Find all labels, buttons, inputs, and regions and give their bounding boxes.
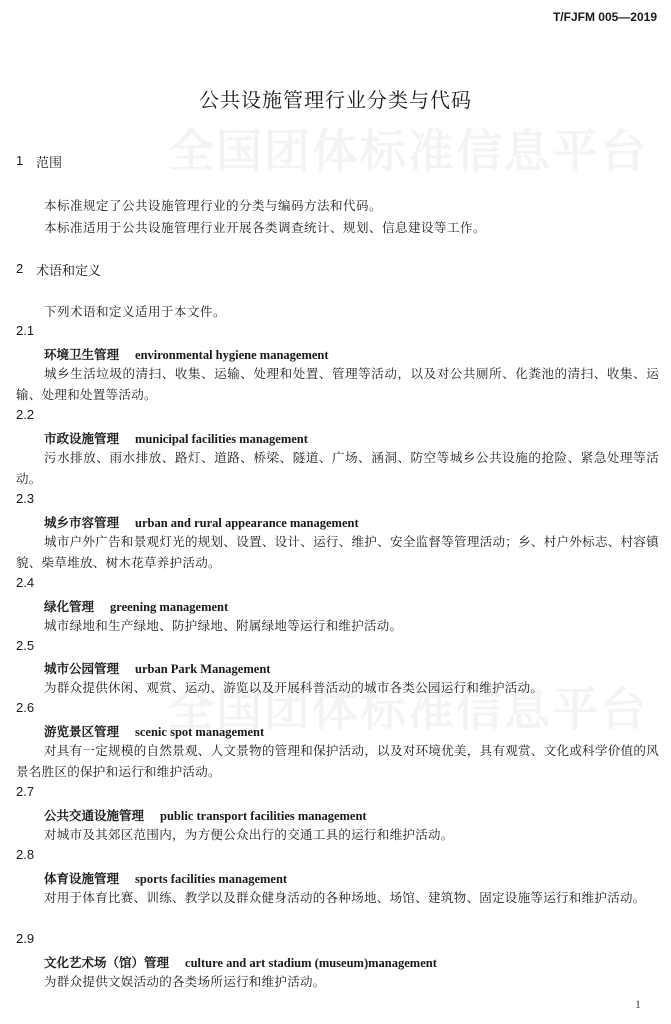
term-zh: 市政设施管理 [44,431,120,446]
paragraph: 下列术语和定义适用于本文件。 [44,304,227,319]
term-definition: 城市绿地和生产绿地、防护绿地、附属绿地等运行和维护活动。 [44,618,403,633]
term-en: municipal facilities management [135,432,308,446]
term-number: 2.4 [16,575,35,590]
section-title: 术语和定义 [36,264,102,279]
term-definition: 对具有一定规模的自然景观、人文景物的管理和保护活动，以及对环境优美，具有观赏、文化或科学价值的风景名胜区的保护和运行和维护活动。 [16,743,659,779]
term-zh: 绿化管理 [44,599,95,614]
term-number: 2.1 [16,323,35,338]
term-en: urban and rural appearance management [135,516,359,530]
page-number: 1 [635,997,641,1011]
term-heading [44,659,270,677]
section-number: 2 [16,261,24,276]
section-number: 1 [16,153,24,168]
term-en: public transport facilities management [160,809,367,823]
standard-code: T/FJFM 005—2019 [552,10,657,24]
term-definition: 对城市及其郊区范围内，为方便公众出行的交通工具的运行和维护活动。 [44,827,454,842]
document-title: 公共设施管理行业分类与代码 [199,88,472,112]
section-title: 范围 [36,156,63,171]
term-number: 2.7 [16,784,35,799]
term-zh: 游览景区管理 [44,724,120,739]
term-en: greening management [110,600,229,614]
term-definition: 城市户外广告和景观灯光的规划、设置、设计、运行、维护、安全监督等管理活动；乡、村户外标志、村容镇貌、柴草堆放、树木花草养护活动。 [16,534,659,570]
term-number: 2.8 [16,847,35,862]
term-definition: 城乡生活垃圾的清扫、收集、运输、处理和处置、管理等活动，以及对公共厕所、化粪池的清扫、收集、运输、处理和处置等活动。 [16,366,659,402]
term-en: urban Park Management [135,662,271,676]
term-heading [44,345,329,363]
term-heading [44,597,228,615]
term-number: 2.9 [16,931,35,946]
term-heading [44,869,287,887]
term-definition: 为群众提供休闲、观赏、运动、游览以及开展科普活动的城市各类公园运行和维护活动。 [44,680,544,695]
term-zh: 环境卫生管理 [44,347,120,362]
term-zh: 城市公园管理 [44,661,120,676]
term-definition: 污水排放、雨水排放、路灯、道路、桥梁、隧道、广场、涵洞、防空等城乡公共设施的抢险、紧急处理等活动。 [16,450,659,486]
term-definition: 对用于体育比赛、训练、教学以及群众健身活动的各种场地、场馆、建筑物、固定设施等运行和维护活动。 [44,890,646,905]
term-definition: 为群众提供文娱活动的各类场所运行和维护活动。 [44,974,326,989]
term-en: scenic spot management [135,725,265,739]
term-zh: 体育设施管理 [44,871,120,886]
paragraph: 本标准规定了公共设施管理行业的分类与编码方法和代码。 [44,198,383,213]
term-heading [44,722,264,740]
term-zh: 城乡市容管理 [44,515,120,530]
term-number: 2.3 [16,491,35,506]
term-en: sports facilities management [135,872,288,886]
term-en: culture and art stadium (museum)management [185,956,437,970]
term-heading [44,429,308,447]
term-zh: 公共交通设施管理 [44,808,145,823]
term-number: 2.5 [16,638,35,653]
term-zh: 文化艺术场（馆）管理 [44,955,170,970]
term-heading [44,953,437,971]
term-number: 2.2 [16,407,35,422]
watermark [168,115,648,181]
term-en: environmental hygiene management [135,348,329,362]
paragraph: 本标准适用于公共设施管理行业开展各类调查统计、规划、信息建设等工作。 [44,220,487,235]
term-heading [44,806,367,824]
term-number: 2.6 [16,700,35,715]
term-heading [44,513,359,531]
